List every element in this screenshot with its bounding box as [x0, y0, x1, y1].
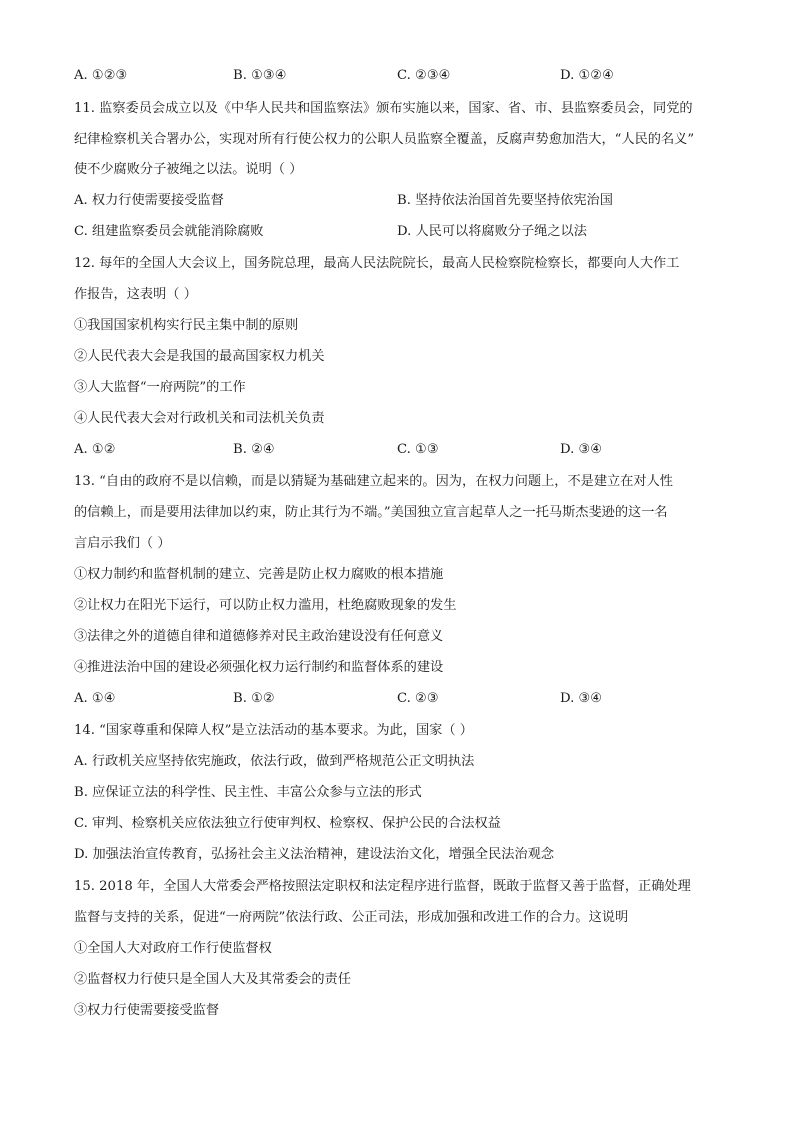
q12-stem-line-1: 12. 每年的全国人大会议上，国务院总理，最高人民法院院长，最高人民检察院检察长，都要向人大作工	[74, 256, 680, 271]
q12-statement-2: ②人民代表大会是我国的最高国家权力机关	[74, 349, 325, 364]
q14-stem-line-1: 14. “国家尊重和保障人权”是立法活动的基本要求。为此，国家（ ）	[74, 723, 473, 738]
q10-option-d[interactable]: D. ①②④	[560, 68, 614, 83]
q13-statement-1: ①权力制约和监督机制的建立、完善是防止权力腐败的根本措施	[74, 567, 444, 582]
q14-option-d[interactable]: D. 加强法治宣传教育，弘扬社会主义法治精神，建设法治文化，增强全民法治观念	[74, 847, 555, 862]
q14-option-b[interactable]: B. 应保证立法的科学性、民主性、丰富公众参与立法的形式	[74, 785, 422, 800]
q13-stem-line-3: 言启示我们（ ）	[74, 536, 171, 551]
q13-option-c[interactable]: C. ②③	[397, 691, 439, 706]
q15-stem-line-2: 监督与支持的关系，促进“一府两院”依法行政、公正司法，形成加强和改进工作的合力。这说明	[74, 910, 629, 925]
q12-statement-3: ③人大监督“一府两院”的工作	[74, 380, 246, 395]
q13-statement-2: ②让权力在阳光下运行，可以防止权力滥用，杜绝腐败现象的发生	[74, 598, 457, 613]
q12-option-a[interactable]: A. ①②	[74, 442, 116, 457]
q15-statement-2: ②监督权力行使只是全国人大及其常委会的责任	[74, 972, 351, 987]
q13-option-d[interactable]: D. ③④	[560, 691, 603, 706]
q11-stem-line-2: 纪律检察机关合署办公，实现对所有行使公权力的公职人员监察全覆盖，反腐声势愈加浩大，“人民的名义”	[74, 132, 695, 147]
q13-stem-line-1: 13. “自由的政府不是以信赖，而是以猜疑为基础建立起来的。因为，在权力问题上，不是建立在对人性	[74, 474, 673, 489]
q10-option-b[interactable]: B. ①③④	[233, 68, 287, 83]
q15-stem-line-1: 15. 2018 年，全国人大常委会严格按照法定职权和法定程序进行监督，既敢于监督又善于监督，正确处理	[74, 879, 691, 894]
q12-option-c[interactable]: C. ①③	[397, 442, 439, 457]
q11-stem-line-1: 11. 监察委员会成立以及《中华人民共和国监察法》颁布实施以来，国家、省、市、县监察委员会，同党的	[74, 101, 693, 116]
q15-statement-3: ③权力行使需要接受监督	[74, 1003, 220, 1018]
q12-statement-1: ①我国国家机构实行民主集中制的原则	[74, 318, 299, 333]
q13-statement-4: ④推进法治中国的建设必须强化权力运行制约和监督体系的建设	[74, 660, 444, 675]
q11-option-a[interactable]: A. 权力行使需要接受监督	[74, 193, 224, 208]
q11-stem-line-3: 使不少腐败分子被绳之以法。说明（ ）	[74, 162, 303, 177]
q11-option-c[interactable]: C. 组建监察委员会就能消除腐败	[74, 224, 264, 239]
q13-statement-3: ③法律之外的道德自律和道德修养对民主政治建设没有任何意义	[74, 629, 444, 644]
q10-option-c[interactable]: C. ②③④	[397, 68, 451, 83]
q13-option-b[interactable]: B. ①②	[233, 691, 275, 706]
q10-option-a[interactable]: A. ①②③	[74, 68, 128, 83]
q12-statement-4: ④人民代表大会对行政机关和司法机关负责	[74, 411, 325, 426]
q15-statement-1: ①全国人大对政府工作行使监督权	[74, 941, 272, 956]
q11-option-b[interactable]: B. 坚持依法治国首先要坚持依宪治国	[397, 193, 613, 208]
q13-option-a[interactable]: A. ①④	[74, 691, 116, 706]
q13-stem-line-2: 的信赖上，而是要用法律加以约束，防止其行为不端。”美国独立宣言起草人之一托马斯杰斐逊的这一名	[74, 505, 668, 520]
q14-option-c[interactable]: C. 审判、检察机关应依法独立行使审判权、检察权、保护公民的合法权益	[74, 816, 501, 831]
q11-option-d[interactable]: D. 人民可以将腐败分子绳之以法	[397, 224, 587, 239]
q12-option-d[interactable]: D. ③④	[560, 442, 603, 457]
q12-stem-line-2: 作报告，这表明（ ）	[74, 287, 197, 302]
q14-option-a[interactable]: A. 行政机关应坚持依宪施政，依法行政，做到严格规范公正文明执法	[74, 754, 475, 769]
q12-option-b[interactable]: B. ②④	[233, 442, 275, 457]
